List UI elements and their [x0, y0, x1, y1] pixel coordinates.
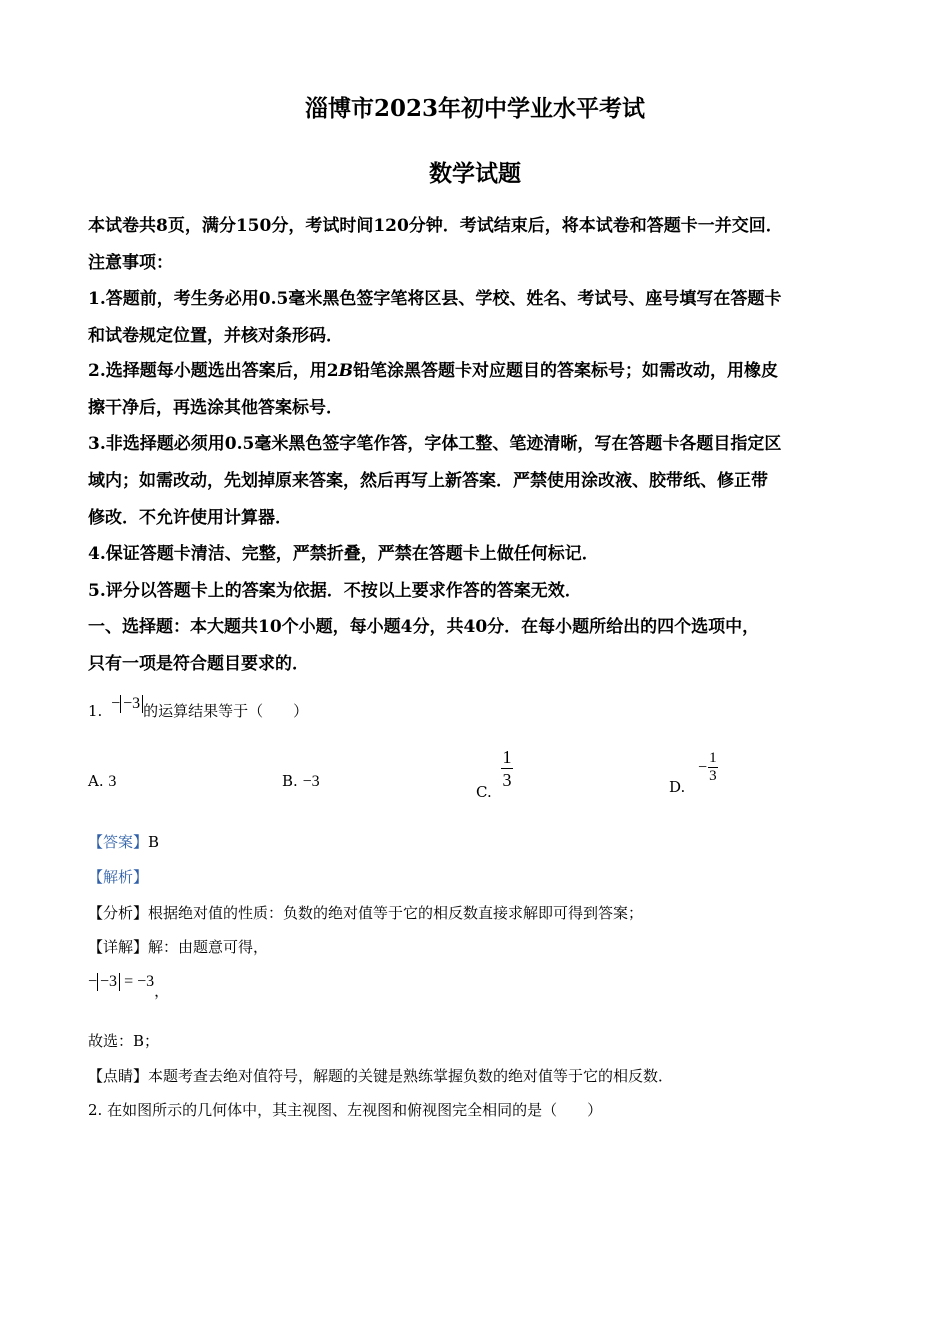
notice-item-2-c: 铅笔涂黑答题卡对应题目的答案标号；如需改动，用橡皮 [352, 361, 778, 381]
question-1 [88, 695, 309, 721]
fraction-numerator: 1 [709, 750, 717, 766]
dianjing-line [88, 1065, 673, 1086]
xiangjie-tag: 【详解】 [88, 938, 149, 956]
choose-line: 故选：B； [88, 1032, 160, 1050]
question-number: 1. [88, 702, 103, 720]
fenxi-text: 根据绝对值的性质：负数的绝对值等于它的相反数直接求解即可得到答案； [148, 904, 644, 922]
option-b-value: −3 [302, 773, 320, 790]
notice-item-4: 4.保证答题卡清洁、完整，严禁折叠，严禁在答题卡上做任何标记． [88, 544, 599, 564]
option-a [88, 772, 116, 791]
option-c [476, 746, 514, 801]
fenxi-line [88, 902, 643, 923]
xiangjie-line [88, 936, 268, 957]
minus-sign: − [111, 695, 121, 712]
page-subtitle: 数学试题 [429, 160, 521, 187]
notice-item-3: 3.非选择题必须用0.5毫米黑色签字笔作答，字体工整、笔迹清晰，写在答题卡各题目指定区 [88, 434, 782, 454]
notice-item-1-cont: 和试卷规定位置，并核对条形码． [88, 326, 343, 346]
notice-item-1: 1.答题前，考生务必用0.5毫米黑色签字笔将区县、学校、姓名、考试号、座号填写在答题卡 [88, 289, 782, 309]
dianjing-text: 本题考查去绝对值符号，解题的关键是熟练掌握负数的绝对值等于它的相反数． [148, 1067, 674, 1085]
equation [88, 973, 154, 990]
fenxi-tag: 【分析】 [88, 904, 149, 922]
option-b-label: B. [282, 772, 298, 790]
notice-item-3-cont1: 域内；如需改动，先划掉原来答案，然后再写上新答案．严禁使用涂改液、胶带纸、修正带 [88, 471, 768, 491]
option-a-value: 3 [108, 773, 117, 790]
answer-tag: 【答案】 [88, 833, 149, 851]
absolute-value: −3 [97, 973, 120, 991]
notice-item-2-a: 2.选择题每小题选出答案后，用2 [88, 361, 339, 381]
option-b [282, 772, 320, 791]
notice-item-2 [88, 356, 778, 381]
section-heading-cont: 只有一项是符合题目要求的． [88, 654, 309, 674]
option-c-fraction [501, 746, 514, 791]
answer-line [88, 831, 159, 852]
option-d-sign: − [698, 758, 708, 776]
section-heading: 一、选择题：本大题共10个小题，每小题4分，共40分．在每小题所给出的四个选项中， [88, 617, 760, 637]
equation-comma: ， [154, 982, 170, 1000]
page-title: 淄博市2023年初中学业水平考试 [304, 95, 645, 122]
fraction-numerator: 1 [502, 747, 512, 767]
option-d-fraction [707, 750, 719, 785]
notice-item-3-cont2: 修改．不允许使用计算器． [88, 508, 292, 528]
question-2: 2. 在如图所示的几何体中，其主视图、左视图和俯视图完全相同的是（ ） [88, 1101, 603, 1119]
analysis-tag: 【解析】 [88, 868, 149, 886]
notice-item-2-cont: 擦干净后，再选涂其他答案标号． [88, 398, 343, 418]
fraction-denominator: 3 [709, 768, 717, 784]
option-c-label: C. [476, 782, 492, 801]
answer-value: B [148, 833, 160, 851]
notice-item-2-b: B [338, 361, 353, 381]
xiangjie-text: 解：由题意可得， [148, 938, 269, 956]
absolute-value: −3 [120, 695, 143, 713]
notice-item-5: 5.评分以答题卡上的答案为依据．不按以上要求作答的答案无效． [88, 581, 582, 601]
option-d [669, 750, 719, 796]
notice-heading: 注意事项： [88, 253, 173, 273]
dianjing-tag: 【点睛】 [88, 1067, 149, 1085]
option-a-label: A. [88, 772, 104, 790]
fraction-denominator: 3 [502, 770, 512, 790]
equation-rhs: = −3 [120, 973, 155, 990]
math-expression [111, 695, 143, 712]
equation-line [88, 970, 170, 1000]
option-d-label: D. [669, 777, 686, 796]
intro-text: 本试卷共8页，满分150分，考试时间120分钟．考试结束后，将本试卷和答题卡一并交回． [88, 216, 783, 236]
question-text: 的运算结果等于（ ） [143, 702, 309, 720]
minus-sign: − [88, 973, 98, 990]
